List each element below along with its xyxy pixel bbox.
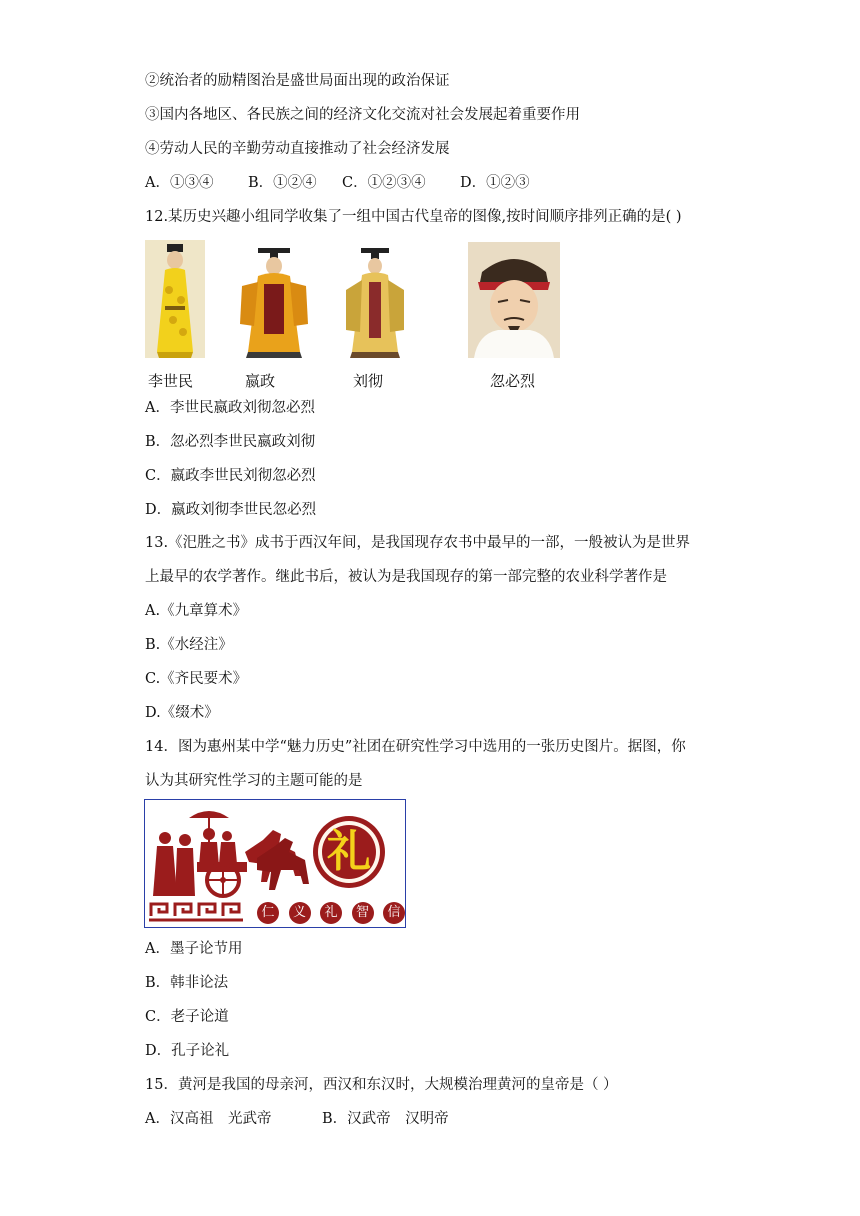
q12-option-c[interactable]: C．嬴政李世民刘彻忽必烈	[145, 468, 316, 484]
q11-option-a[interactable]: A．①③④	[145, 175, 214, 191]
q11-statement-4: ④劳动人民的辛勤劳动直接推动了社会经济发展	[145, 141, 450, 157]
q13-option-c[interactable]: C.《齐民要术》	[145, 671, 248, 687]
q12-stem: 12.某历史兴趣小组同学收集了一组中国古代皇帝的图像,按时间顺序排列正确的是( )	[145, 209, 682, 225]
portrait-li-shimin	[145, 240, 205, 358]
q13-stem-line2: 上最早的农学著作。继此书后，被认为是我国现存的第一部完整的农业科学著作是	[145, 569, 667, 585]
virtue-yi: 义	[289, 902, 311, 924]
q14-option-b[interactable]: B．韩非论法	[145, 975, 229, 991]
virtue-zhi: 智	[352, 902, 374, 924]
q12-option-a[interactable]: A．李世民嬴政刘彻忽必烈	[145, 400, 315, 416]
q14-stem-line2: 认为其研究性学习的主题可能的是	[145, 773, 363, 789]
q12-option-d[interactable]: D．嬴政刘彻李世民忽必烈	[145, 502, 317, 518]
caption-li-shimin: 李世民	[148, 372, 194, 390]
q14-stem-line1: 14．图为惠州某中学“魅力历史”社团在研究性学习中选用的一张历史图片。据图，你	[145, 739, 686, 755]
caption-liu-che: 刘彻	[353, 372, 384, 390]
q11-statement-2: ②统治者的励精图治是盛世局面出现的政治保证	[145, 73, 450, 89]
q15-option-a[interactable]: A．汉高祖 光武帝	[145, 1111, 272, 1127]
q12-option-b[interactable]: B．忽必烈李世民嬴政刘彻	[145, 434, 316, 450]
q13-option-a[interactable]: A.《九章算术》	[145, 603, 248, 619]
q13-option-d[interactable]: D.《缀术》	[145, 705, 219, 721]
q11-option-b[interactable]: B．①②④	[248, 175, 317, 191]
caption-kublai: 忽必烈	[490, 372, 536, 390]
portrait-liu-che	[344, 246, 406, 358]
q11-option-c[interactable]: C．①②③④	[342, 175, 426, 191]
q11-statement-3: ③国内各地区、各民族之间的经济文化交流对社会发展起着重要作用	[145, 107, 580, 123]
q15-stem: 15．黄河是我国的母亲河，西汉和东汉时，大规模治理黄河的皇帝是（ ）	[145, 1077, 618, 1093]
q11-options	[145, 173, 530, 193]
q14-option-d[interactable]: D．孔子论礼	[145, 1043, 230, 1059]
q11-option-d[interactable]: D．①②③	[460, 175, 530, 191]
q14-option-c[interactable]: C．老子论道	[145, 1009, 229, 1025]
q13-stem-line1: 13.《汜胜之书》成书于西汉年间，是我国现存农书中最早的一部，一般被认为是世界	[145, 535, 691, 551]
caption-ying-zheng: 嬴政	[245, 372, 276, 390]
q14-history-image	[144, 799, 406, 928]
li-big-character: 礼	[327, 826, 371, 877]
virtue-ren: 仁	[257, 902, 279, 924]
virtue-li: 礼	[320, 902, 342, 924]
virtue-seals	[257, 902, 405, 924]
portrait-kublai	[468, 242, 560, 358]
virtue-xin: 信	[383, 902, 405, 924]
q15-options	[145, 1109, 449, 1129]
portrait-ying-zheng	[236, 246, 312, 358]
q15-option-b[interactable]: B．汉武帝 汉明帝	[322, 1111, 449, 1127]
q13-option-b[interactable]: B.《水经注》	[145, 637, 233, 653]
q14-option-a[interactable]: A．墨子论节用	[145, 941, 243, 957]
